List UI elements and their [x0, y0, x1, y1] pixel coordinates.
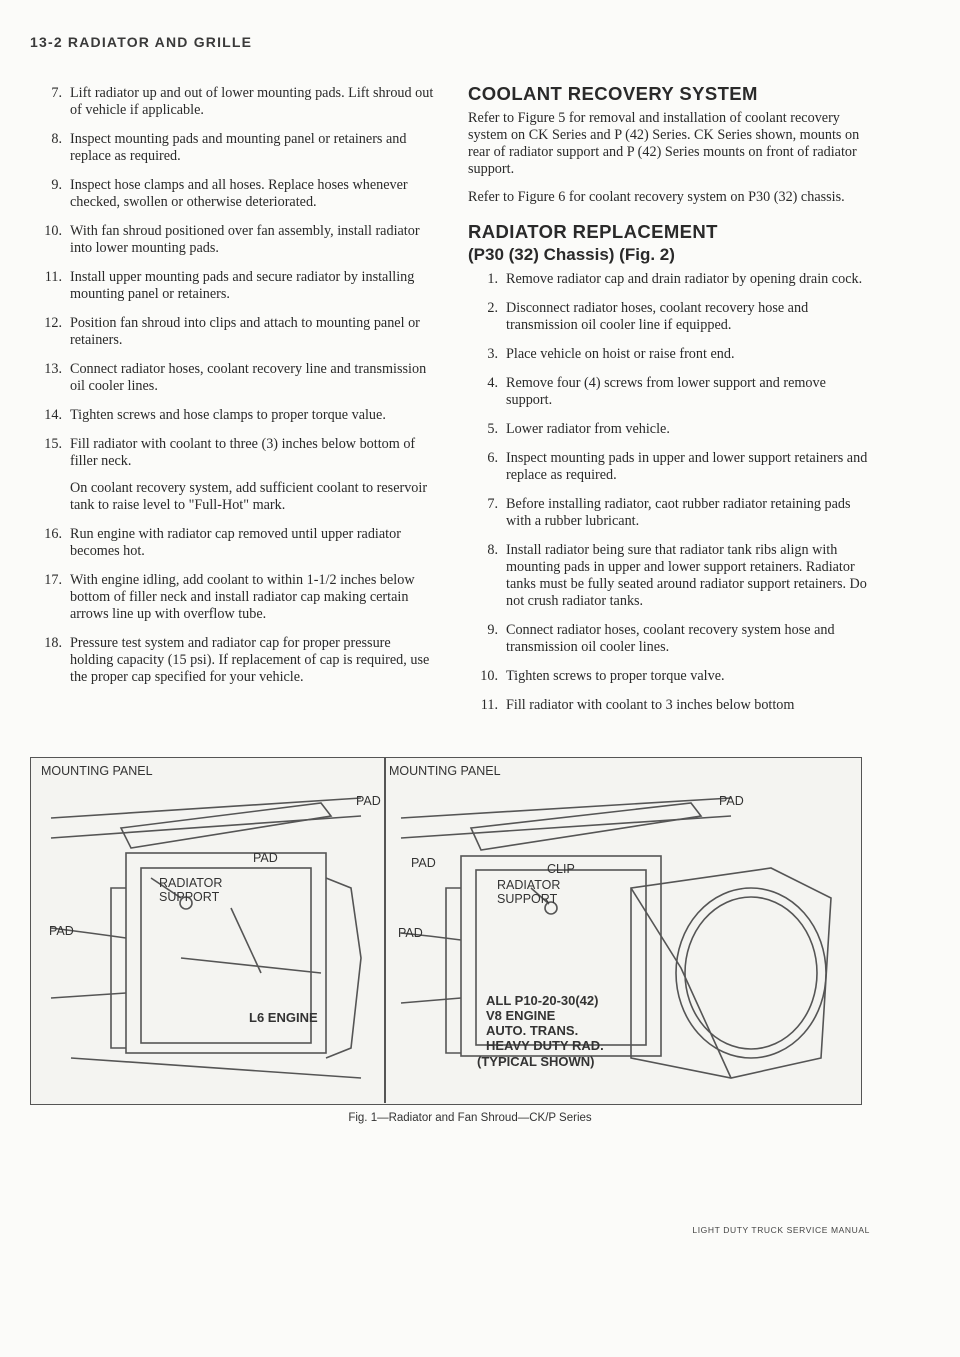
replacement-step	[468, 622, 873, 656]
radiator-replacement-subtitle: (P30 (32) Chassis) (Fig. 2)	[468, 245, 675, 264]
replacement-step	[468, 271, 873, 288]
step-text: Inspect mounting pads and mounting panel or retainers and replace as required.	[70, 131, 407, 164]
replacement-step	[468, 496, 873, 530]
step-number: 15.	[44, 436, 62, 452]
step-number: 7.	[487, 496, 498, 512]
step-text: Connect radiator hoses, coolant recovery system hose and transmission oil cooler lines.	[506, 622, 835, 655]
step-number: 8.	[487, 542, 498, 558]
step-text: Disconnect radiator hoses, coolant recovery hose and transmission oil cooler line if equipped.	[506, 300, 809, 333]
step-number: 3.	[487, 346, 498, 362]
step-text: With engine idling, add coolant to within 1-1/2 inches below bottom of filler neck and install radiator cap making certain arrows line up with overflow tube.	[70, 572, 415, 622]
left-step	[32, 315, 437, 349]
left-step	[32, 526, 437, 560]
replacement-step	[468, 346, 873, 363]
step-text: Tighten screws and hose clamps to proper torque value.	[70, 407, 386, 423]
left-step	[32, 85, 437, 119]
replacement-step	[468, 450, 873, 484]
step-number: 12.	[44, 315, 62, 331]
step-text: Before installing radiator, caot rubber radiator retaining pads with a rubber lubricant.	[506, 496, 851, 529]
step-number: 8.	[51, 131, 62, 147]
right-column	[468, 85, 873, 726]
step-text: Fill radiator with coolant to 3 inches below bottom	[506, 697, 795, 713]
replacement-steps-list	[468, 271, 873, 714]
step-number: 9.	[487, 622, 498, 638]
left-step	[32, 407, 437, 424]
radiator-replacement-title: RADIATOR REPLACEMENT	[468, 221, 718, 242]
left-step	[32, 361, 437, 395]
replacement-step	[468, 421, 873, 438]
step-text: Position fan shroud into clips and attach to mounting panel or retainers.	[70, 315, 420, 348]
left-column	[32, 85, 437, 698]
step-text: Lift radiator up and out of lower mounting pads. Lift shroud out of vehicle if applicable.	[70, 85, 434, 118]
left-step	[32, 177, 437, 211]
step-number: 10.	[480, 668, 498, 684]
left-step	[32, 572, 437, 623]
step-number: 11.	[480, 697, 498, 713]
right-spec-line-5: (TYPICAL SHOWN)	[477, 1054, 595, 1069]
step-number: 17.	[44, 572, 62, 588]
left-pad-left-label: PAD	[49, 924, 74, 938]
step-number: 10.	[44, 223, 62, 239]
left-pad-mid-label: PAD	[253, 851, 278, 865]
page-footer: LIGHT DUTY TRUCK SERVICE MANUAL	[692, 1225, 870, 1235]
step-number: 4.	[487, 375, 498, 391]
step-text: Run engine with radiator cap removed until upper radiator becomes hot.	[70, 526, 401, 559]
right-spec-line-1: ALL P10-20-30(42)	[486, 993, 599, 1008]
left-step	[32, 635, 437, 686]
step-number: 7.	[51, 85, 62, 101]
figure-illustration	[31, 758, 861, 1104]
step-text: Lower radiator from vehicle.	[506, 421, 670, 437]
left-pad-top-label: PAD	[356, 794, 381, 808]
left-step	[32, 131, 437, 165]
coolant-note: On coolant recovery system, add sufficient coolant to reservoir tank to raise level to "Full-Hot" mark.	[70, 480, 428, 513]
figure-radiator-fan-shroud	[30, 757, 862, 1105]
step-number: 14.	[44, 407, 62, 423]
coolant-para-1: Refer to Figure 5 for removal and installation of coolant recovery system on CK Series and P (42) Series. CK Series shown, mounts on rear of radiator support and P (42) Series mounts on front of radiator support.	[468, 110, 860, 177]
left-mounting-panel-label: MOUNTING PANEL	[41, 764, 153, 778]
left-support-label: SUPPORT	[159, 890, 220, 904]
replacement-step	[468, 697, 873, 714]
step-number: 6.	[487, 450, 498, 466]
right-radiator-label: RADIATOR	[497, 878, 561, 892]
step-number: 1.	[487, 271, 498, 287]
left-step	[32, 223, 437, 257]
step-text: Remove four (4) screws from lower support and remove support.	[506, 375, 826, 408]
replacement-step	[468, 300, 873, 334]
left-steps-list-2	[32, 526, 437, 686]
right-clip-label: CLIP	[547, 862, 575, 876]
step-text: Tighten screws to proper torque valve.	[506, 668, 725, 684]
step-text: Inspect hose clamps and all hoses. Replace hoses whenever checked, swollen or otherwise deteriorated.	[70, 177, 408, 210]
right-spec-line-2: V8 ENGINE	[486, 1008, 556, 1023]
step-text: With fan shroud positioned over fan assembly, install radiator into lower mounting pads.	[70, 223, 420, 256]
step-number: 16.	[44, 526, 62, 542]
step-text: Remove radiator cap and drain radiator by opening drain cock.	[506, 271, 863, 287]
coolant-recovery-title: COOLANT RECOVERY SYSTEM	[468, 83, 758, 104]
step-text: Inspect mounting pads in upper and lower support retainers and replace as required.	[506, 450, 868, 483]
step-text: Fill radiator with coolant to three (3) inches below bottom of filler neck.	[70, 436, 416, 469]
step-number: 13.	[44, 361, 62, 377]
step-text: Pressure test system and radiator cap for proper pressure holding capacity (15 psi). If replacement of cap is required, use the proper cap specified for your vehicle.	[70, 635, 430, 685]
left-engine-label: L6 ENGINE	[249, 1010, 318, 1025]
right-pad-top-label: PAD	[719, 794, 744, 808]
right-spec-line-3: AUTO. TRANS.	[486, 1023, 579, 1038]
left-steps-list	[32, 85, 437, 470]
left-step	[32, 436, 437, 470]
step-text: Install radiator being sure that radiator tank ribs align with mounting pads in upper and lower support retainers. Radiator tanks must be fully seated around radiator support retainers. Do not crush radiator tanks.	[506, 542, 867, 609]
step-text: Place vehicle on hoist or raise front end.	[506, 346, 735, 362]
figure-caption: Fig. 1—Radiator and Fan Shroud—CK/P Series	[348, 1112, 592, 1124]
step-number: 2.	[487, 300, 498, 316]
right-support-label: SUPPORT	[497, 892, 558, 906]
replacement-step	[468, 542, 873, 610]
left-radiator-label: RADIATOR	[159, 876, 223, 890]
step-number: 9.	[51, 177, 62, 193]
right-mounting-panel-label: MOUNTING PANEL	[389, 764, 501, 778]
page-header: 13-2 RADIATOR AND GRILLE	[30, 34, 253, 50]
right-pad-left-label: PAD	[398, 926, 423, 940]
step-text: Install upper mounting pads and secure radiator by installing mounting panel or retainers.	[70, 269, 415, 302]
right-spec-line-4: HEAVY DUTY RAD.	[486, 1038, 604, 1053]
step-text: Connect radiator hoses, coolant recovery line and transmission oil cooler lines.	[70, 361, 427, 394]
figure-divider	[384, 758, 386, 1103]
step-number: 11.	[44, 269, 62, 285]
replacement-step	[468, 375, 873, 409]
step-number: 18.	[44, 635, 62, 651]
step-number: 5.	[487, 421, 498, 437]
coolant-para-2: Refer to Figure 6 for coolant recovery system on P30 (32) chassis.	[468, 189, 845, 205]
left-step	[32, 269, 437, 303]
replacement-step	[468, 668, 873, 685]
right-pad-upper-left-label: PAD	[411, 856, 436, 870]
